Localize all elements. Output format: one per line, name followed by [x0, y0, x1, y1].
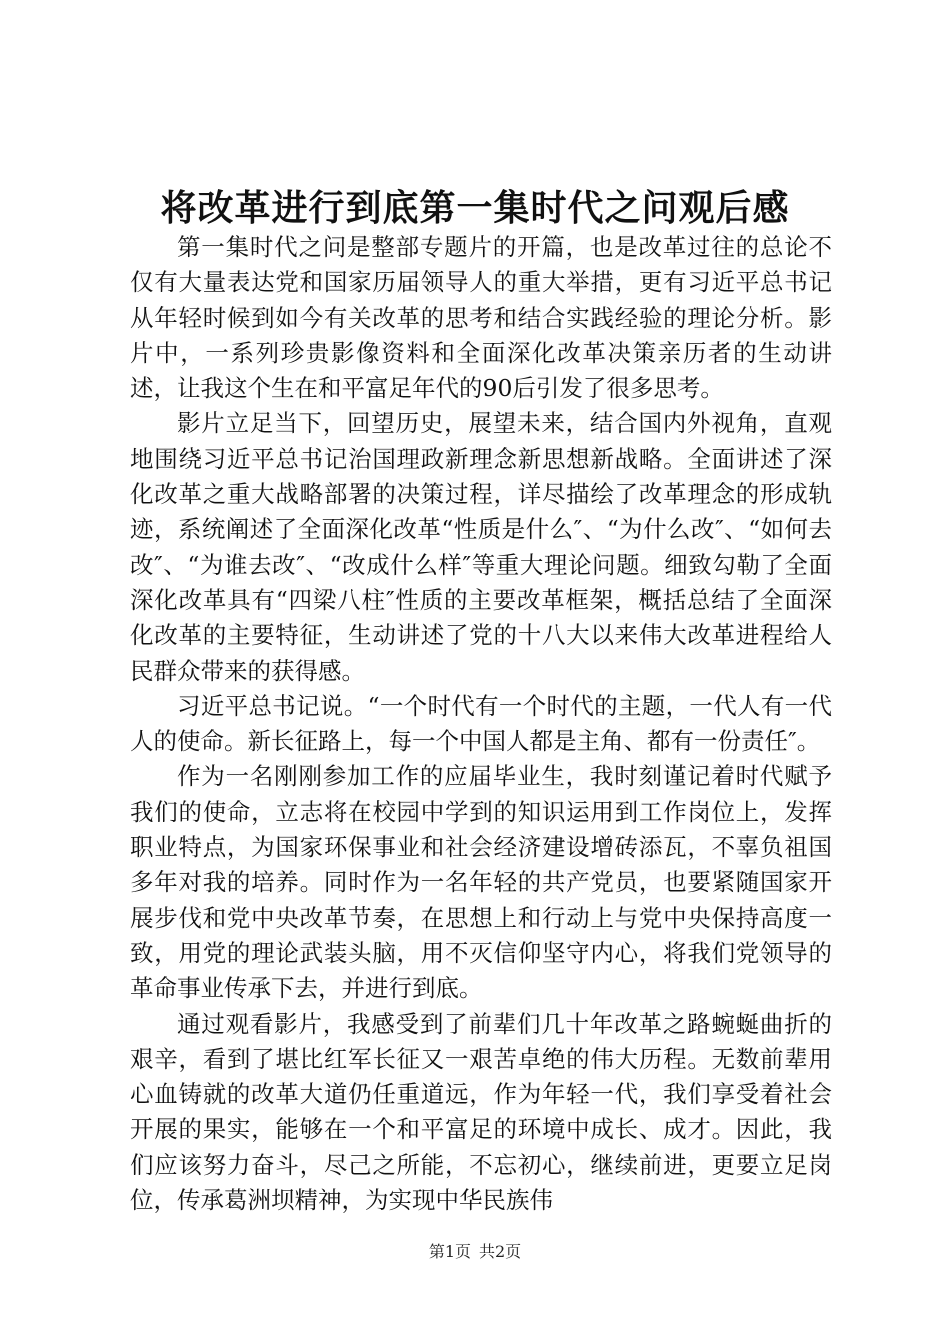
paragraph: 习近平总书记说。“一个时代有一个时代的主题，一代人有一代人的使命。新长征路上，每一个中国人都是主角、都有一份责任″。 [130, 691, 832, 756]
page-footer [0, 1240, 950, 1264]
document-body [130, 230, 832, 1218]
paragraph: 通过观看影片，我感受到了前辈们几十年改革之路蜿蜒曲折的艰辛，看到了堪比红军长征又一艰苦卓绝的伟大历程。无数前辈用心血铸就的改革大道仍任重道远，作为年轻一代，我们享受着社会开展的果实，能够在一个和平富足的环境中成长、成才。因此，我们应该努力奋斗，尽己之所能，不忘初心，继续前进，更要立足岗位，传承葛洲坝精神，为实现中华民族伟 [130, 1009, 832, 1215]
paragraph: 作为一名刚刚参加工作的应届毕业生，我时刻谨记着时代赋予我们的使命，立志将在校园中学到的知识运用到工作岗位上，发挥职业特点，为国家环保事业和社会经济建设增砖添瓦，不辜负祖国多年对我的培养。同时作为一名年轻的共产党员，也要紧随国家开展步伐和党中央改革节奏，在思想上和行动上与党中央保持高度一致，用党的理论武装头脑，用不灭信仰坚守内心，将我们党领导的革命事业传承下去，并进行到底。 [130, 762, 832, 1003]
paragraph: 第一集时代之问是整部专题片的开篇，也是改革过往的总论不仅有大量表达党和国家历届领导人的重大举措，更有习近平总书记从年轻时候到如今有关改革的思考和结合实践经验的理论分析。影片中，一系列珍贵影像资料和全面深化改革决策亲历者的生动讲述，让我这个生在和平富足年代的90后引发了很多思考。 [130, 233, 832, 403]
document-title: 将改革进行到底第一集时代之问观后感 [160, 187, 790, 229]
page-total: 共2页 [479, 1242, 522, 1261]
paragraph: 影片立足当下，回望历史，展望未来，结合国内外视角，直观地围绕习近平总书记治国理政新理念新思想新战略。全面讲述了深化改革之重大战略部署的决策过程，详尽描绘了改革理念的形成轨迹，系统阐述了全面深化改革“性质是什么″、“为什么改″、“如何去改″、“为谁去改″、“改成什么样″等重大理论问题。细致勾勒了全面深化改革具有“四梁八柱″性质的主要改革框架，概括总结了全面深化改革的主要特征，生动讲述了党的十八大以来伟大改革进程给人民群众带来的获得感。 [130, 409, 832, 685]
page-number: 第1页 [428, 1242, 471, 1261]
